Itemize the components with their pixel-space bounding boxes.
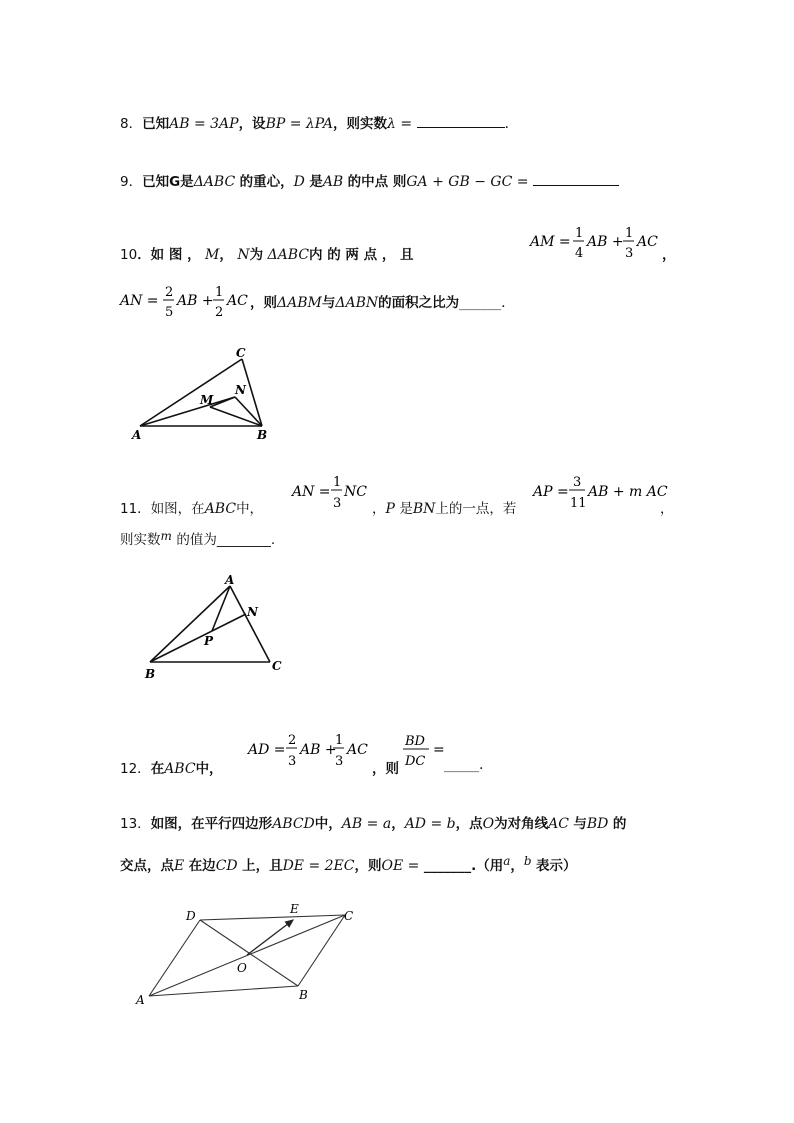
diagonal-ac (149, 915, 345, 996)
segment-ab (150, 586, 230, 662)
q13-parallelogram-figure (130, 898, 370, 1013)
q10-am-formula (530, 226, 670, 262)
svg-text:E: E (290, 902, 299, 916)
svg-text:3: 3 (625, 246, 634, 261)
question-12: 12．在ABC中， (120, 761, 223, 777)
svg-text:M: M (200, 393, 214, 407)
svg-text:3: 3 (333, 496, 342, 511)
question-13-line-2: 交点，点E 在边CD 上，且DE = 2EC，则OE = _______.（用a，b 表示） (120, 854, 577, 874)
q10-am-expression (530, 226, 670, 266)
answer-blank[interactable]: 的值为________. (176, 532, 276, 548)
svg-text:AC: AC (637, 234, 658, 250)
svg-text:A: A (132, 428, 142, 442)
side-bc (298, 915, 345, 986)
q13-number: 13． (120, 816, 151, 832)
svg-text:B: B (145, 667, 156, 681)
question-11-line-1: 11．如图，在ABC中， (120, 501, 264, 517)
side-da (149, 920, 200, 996)
svg-text:B: B (299, 988, 308, 1002)
q10-an-formula (120, 285, 250, 321)
question-8: 8．已知AB = 3AP，设BP = λPA，则实数λ = . (120, 116, 509, 132)
q11-triangle-figure (140, 570, 290, 685)
svg-text:2: 2 (215, 305, 224, 320)
q8-number: 8． (120, 116, 143, 132)
svg-text:1: 1 (335, 733, 344, 748)
svg-text:C: C (344, 909, 354, 923)
svg-text:N: N (247, 605, 258, 619)
q12-ratio (403, 732, 448, 776)
svg-text:A: A (225, 573, 235, 587)
q8-expr-bp: BP = λPA (265, 116, 334, 132)
question-11-line-2: 则实数m 的值为________. (120, 529, 276, 548)
svg-text:3: 3 (573, 475, 582, 490)
side-ab (149, 986, 298, 996)
q10-number: 10 (120, 247, 138, 263)
svg-text:AB +: AB + (587, 234, 624, 250)
answer-blank[interactable] (533, 173, 619, 186)
svg-text:AB + m AC: AB + m AC (588, 484, 668, 500)
svg-text:O: O (237, 961, 247, 975)
q11-number: 11． (120, 501, 151, 517)
q8-expr-ab-ap: AB = 3AP (169, 116, 239, 132)
question-10-line-1: 10．如 图 ， M， N为 ΔABC内 的 两 点 ， 且 (120, 247, 414, 263)
answer-blank[interactable]: ______. (459, 295, 506, 311)
svg-text:DC: DC (405, 754, 426, 769)
svg-text:1: 1 (333, 475, 342, 490)
question-13-line-1: 13．如图，在平行四边形ABCD中，AB = a，AD = b，点O为对角线AC 与BD 的 (120, 816, 627, 832)
svg-text:1: 1 (215, 285, 224, 300)
svg-text:AN =: AN = (292, 484, 331, 500)
side-cd (200, 915, 345, 920)
svg-text:AC: AC (347, 742, 368, 758)
svg-text:2: 2 (165, 285, 174, 300)
svg-text:AC: AC (227, 293, 248, 309)
svg-text:2: 2 (288, 733, 297, 748)
question-10-line-2: AN = 2 5 AB + 1 2 AC ，则ΔABM与ΔABN的面积之比为______. (120, 285, 506, 320)
segment-ap (212, 586, 230, 631)
segment-mn (210, 397, 235, 407)
svg-text:1: 1 (625, 226, 634, 241)
svg-text:3: 3 (335, 754, 344, 769)
svg-text:AB +: AB + (300, 742, 337, 758)
svg-text:AD =: AD = (248, 742, 286, 758)
svg-text:A: A (136, 993, 145, 1007)
segment-ac (230, 586, 270, 662)
svg-text:1: 1 (575, 226, 584, 241)
q11-ap-expression (533, 474, 668, 518)
svg-text:AB +: AB + (177, 293, 214, 309)
svg-text:C: C (272, 659, 282, 673)
q11-an-expression (292, 474, 372, 518)
q12-ad-expression (248, 732, 378, 776)
answer-blank[interactable]: _______.（用 (423, 858, 504, 874)
svg-text:AP =: AP = (533, 484, 569, 500)
svg-text:3: 3 (288, 754, 297, 769)
q9-expr: GA + GB − GC = (406, 174, 529, 190)
segment-bn (150, 614, 246, 662)
svg-text:P: P (204, 634, 214, 648)
answer-blank[interactable]: _____. (444, 757, 484, 773)
svg-text:B: B (257, 428, 268, 442)
svg-text:4: 4 (575, 246, 584, 261)
svg-text:D: D (186, 909, 196, 923)
q9-number: 9． (120, 174, 143, 190)
vector-oe-arrow (247, 920, 293, 955)
svg-text:C: C (236, 346, 246, 360)
q10-triangle-figure (125, 345, 285, 445)
svg-text:N: N (235, 383, 246, 397)
svg-text:5: 5 (165, 305, 174, 320)
answer-blank[interactable] (417, 115, 505, 128)
q12-number: 12． (120, 761, 151, 777)
svg-text:AM =: AM = (530, 234, 571, 250)
svg-text:BD: BD (405, 734, 425, 749)
segment-ac (140, 359, 242, 426)
svg-text:=: = (433, 742, 445, 758)
question-9: 9．已知G是ΔABC 的重心，D 是AB 的中点 则GA + GB − GC = (120, 170, 619, 190)
svg-text:AN =: AN = (120, 293, 159, 309)
svg-text:11: 11 (570, 496, 587, 511)
svg-text:NC: NC (344, 484, 367, 500)
